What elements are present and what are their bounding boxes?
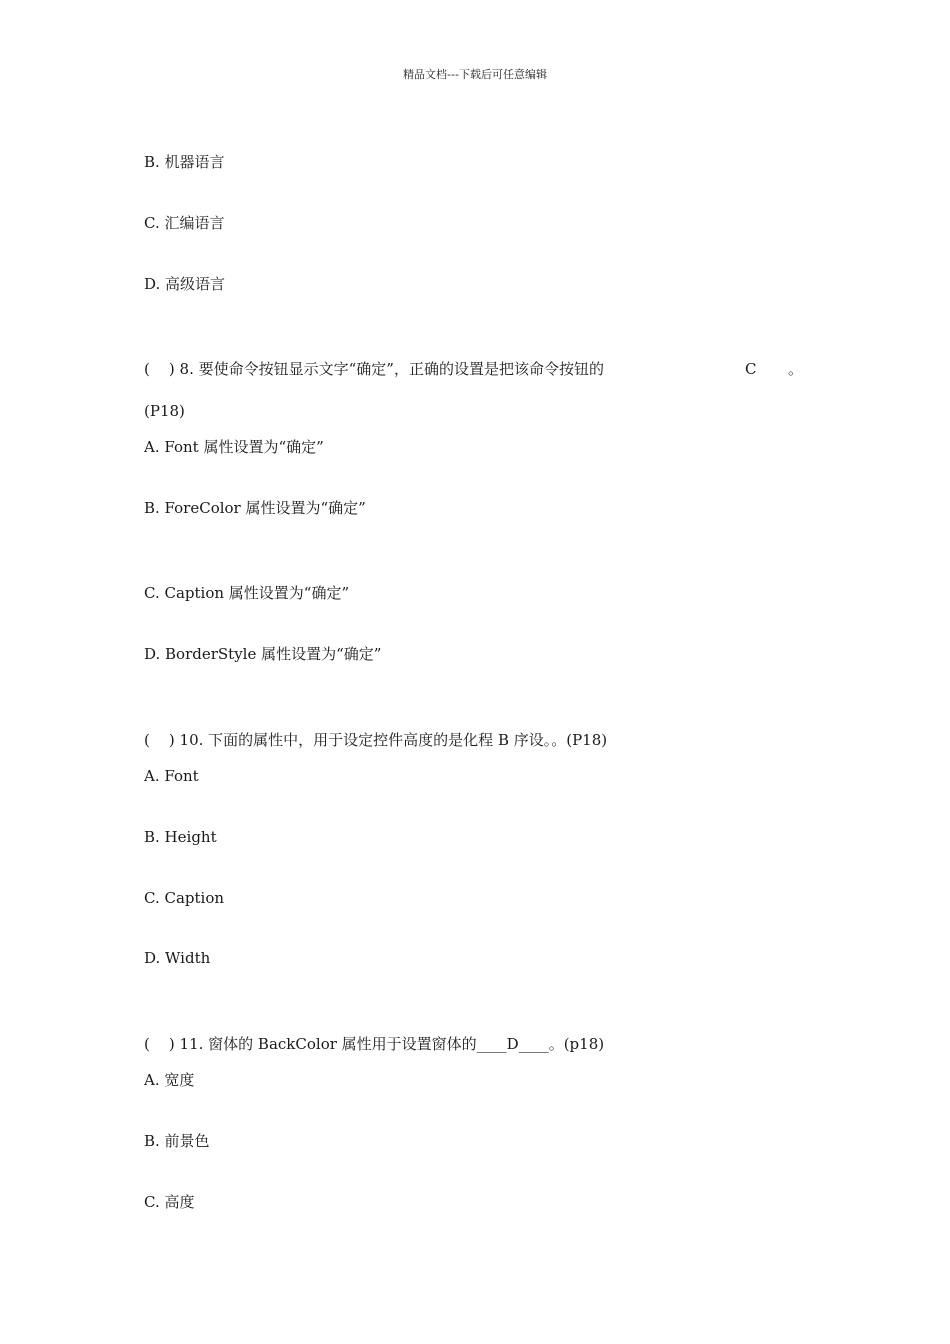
q8-option-c: C. Caption 属性设置为“确定”	[144, 584, 350, 602]
q11-option-b: B. 前景色	[144, 1132, 210, 1150]
page-header: 精品文档---下载后可任意编辑	[403, 68, 547, 81]
q10-stem: ( ) 10. 下面的属性中，用于设定控件高度的是化程 B 序设。。(P18)	[144, 731, 608, 749]
q7-option-d: D. 高级语言	[144, 275, 226, 293]
q8-stem-end: 。	[788, 360, 804, 378]
q10-option-b: B. Height	[144, 828, 217, 846]
q10-option-a: A. Font	[144, 767, 199, 785]
q7-option-c: C. 汇编语言	[144, 214, 225, 232]
q8-stem: ( ) 8. 要使命令按钮显示文字“确定”，正确的设置是把该命令按钮的	[144, 360, 604, 378]
q11-stem: ( ) 11. 窗体的 BackColor 属性用于设置窗体的____D____。(p18)	[144, 1035, 605, 1053]
q10-option-c: C. Caption	[144, 889, 225, 907]
q11-option-a: A. 宽度	[144, 1071, 195, 1089]
q10-option-d: D. Width	[144, 949, 211, 967]
q11-option-c: C. 高度	[144, 1193, 195, 1211]
q8-option-a: A. Font 属性设置为“确定”	[144, 438, 324, 456]
q7-option-b: B. 机器语言	[144, 153, 225, 171]
q8-answer: C	[745, 360, 757, 378]
q8-option-b: B. ForeColor 属性设置为“确定”	[144, 499, 366, 517]
q8-option-d: D. BorderStyle 属性设置为“确定”	[144, 645, 382, 663]
q8-reference: (P18)	[144, 402, 185, 420]
